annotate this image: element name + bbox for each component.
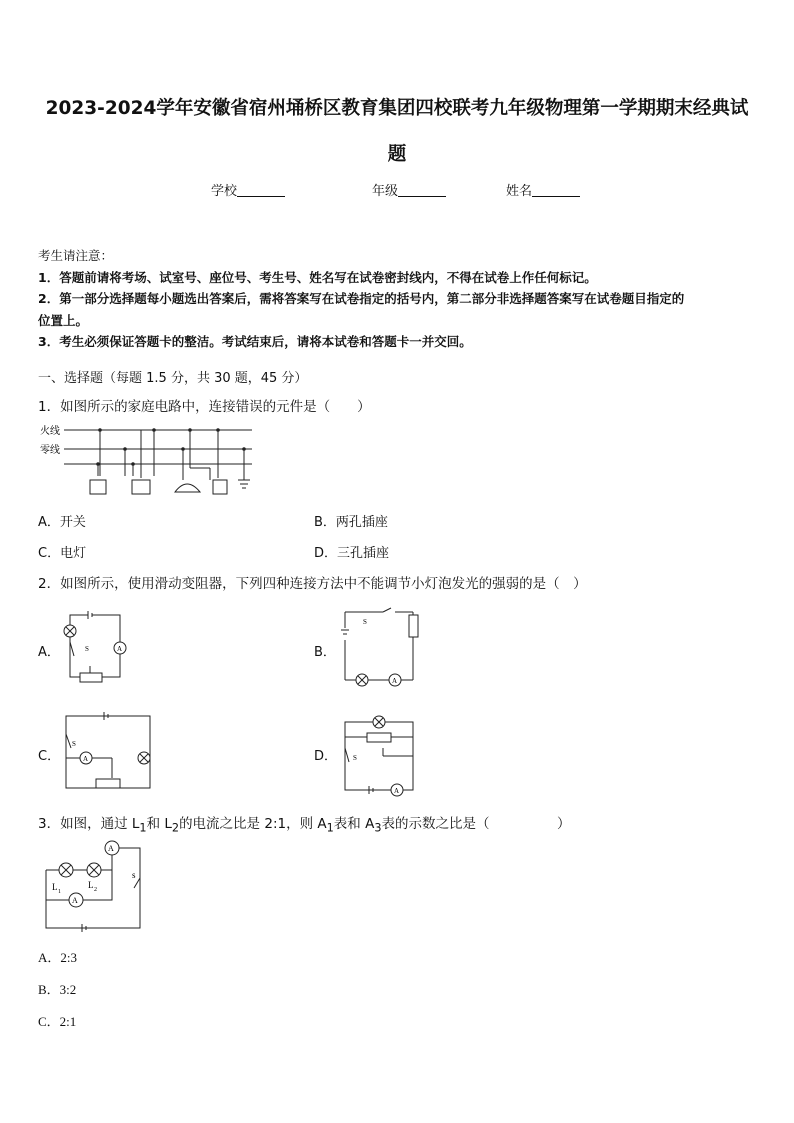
q1-household-circuit-figure [38,420,268,500]
q2-option-d[interactable]: D． [314,749,338,764]
q3-stem-part: 的电流之比是 2:1，则 A [179,816,327,832]
q1-neutral-label: 零线 [40,445,60,456]
name-field[interactable] [506,180,580,199]
q2a-switch-label: S [85,645,89,653]
q2-option-c[interactable]: C． [38,749,61,764]
school-label: 学校 [211,184,238,199]
q3-ammeter-top: A [108,844,114,853]
exam-notes [38,245,762,353]
exam-title [30,86,764,178]
q3-sub: 2 [171,821,180,835]
q2-circuit-b [335,606,425,690]
q1-option-a[interactable]: A．开关 [38,515,86,530]
note-2a: 2．第一部分选择题每小题选出答案后，需将答案写在试卷指定的括号内，第二部分非选择题答案写在试卷题目指定的 [38,291,685,306]
grade-blank[interactable] [398,183,446,197]
q3-l2-sub: 2 [94,887,97,893]
q2a-ammeter-letter: A [117,645,123,653]
q2-circuit-c [60,710,160,798]
section-heading: 一、选择题（每题 1.5 分，共 30 题，45 分） [38,371,308,386]
title-line-2: 题 [387,144,407,165]
q3-sub: 3 [374,821,382,835]
name-label: 姓名 [506,184,533,199]
note-3: 3．考生必须保证答题卡的整洁。考试结束后，请将本试卷和答题卡一并交回。 [38,334,472,349]
svg-text:A: A [394,787,400,795]
q3-l1-sub: 1 [58,889,61,895]
grade-label: 年级 [372,184,399,199]
q3-l1-label: L [52,882,58,892]
q2-stem: 2．如图所示，使用滑动变阻器，下列四种连接方法中不能调节小灯泡发光的强弱的是（ ） [38,576,587,592]
q3-parallel-circuit-figure [38,838,148,933]
q2-circuit-a [60,608,135,688]
note-1: 1．答题前请将考场、试室号、座位号、考生号、姓名写在试卷密封线内，不得在试卷上作任何标记。 [38,269,597,285]
q1-option-c[interactable]: C．电灯 [38,546,87,561]
q3-ammeter-bottom: A [72,896,78,905]
school-blank[interactable] [237,183,285,197]
q2b-switch-label: S [363,618,367,626]
title-line-1: 2023-2024学年安徽省宿州埇桥区教育集团四校联考九年级物理第一学期期末经典试 [45,98,749,119]
q2-circuit-d [335,712,425,798]
name-blank[interactable] [532,183,580,197]
svg-text:A: A [83,755,89,763]
note-2b: 位置上。 [38,312,89,328]
q3-stem-part: 和 L [146,816,172,832]
q3-option-c[interactable]: C．2:1 [38,1014,77,1029]
q2c-switch-label: S [72,740,76,748]
q2d-switch-label: S [353,754,357,762]
q3-option-a[interactable]: A．2:3 [38,950,78,965]
q3-stem-part: 3．如图，通过 L [38,816,140,832]
q3-sub: 1 [139,821,147,835]
q1-option-d[interactable]: D．三孔插座 [314,546,390,561]
school-field[interactable] [211,180,285,199]
notes-heading: 考生请注意： [38,248,114,263]
q2-option-a[interactable]: A． [38,645,60,660]
q1-option-b[interactable]: B．两孔插座 [314,515,388,530]
q1-live-label: 火线 [40,426,60,437]
q3-sub: 1 [326,821,334,835]
q3-switch-label: s [132,870,136,880]
svg-text:A: A [392,677,398,685]
grade-field[interactable] [372,180,446,199]
q1-stem: 1．如图所示的家庭电路中，连接错误的元件是（ ） [38,399,371,415]
q2-option-b[interactable]: B． [314,645,336,660]
q3-l2-label: L [88,880,94,890]
q3-stem-part: 表的示数之比是（ ） [381,816,571,832]
q3-stem-part: 表和 A [333,816,375,832]
q3-option-b[interactable]: B．3:2 [38,982,77,997]
q3-stem [38,812,570,835]
